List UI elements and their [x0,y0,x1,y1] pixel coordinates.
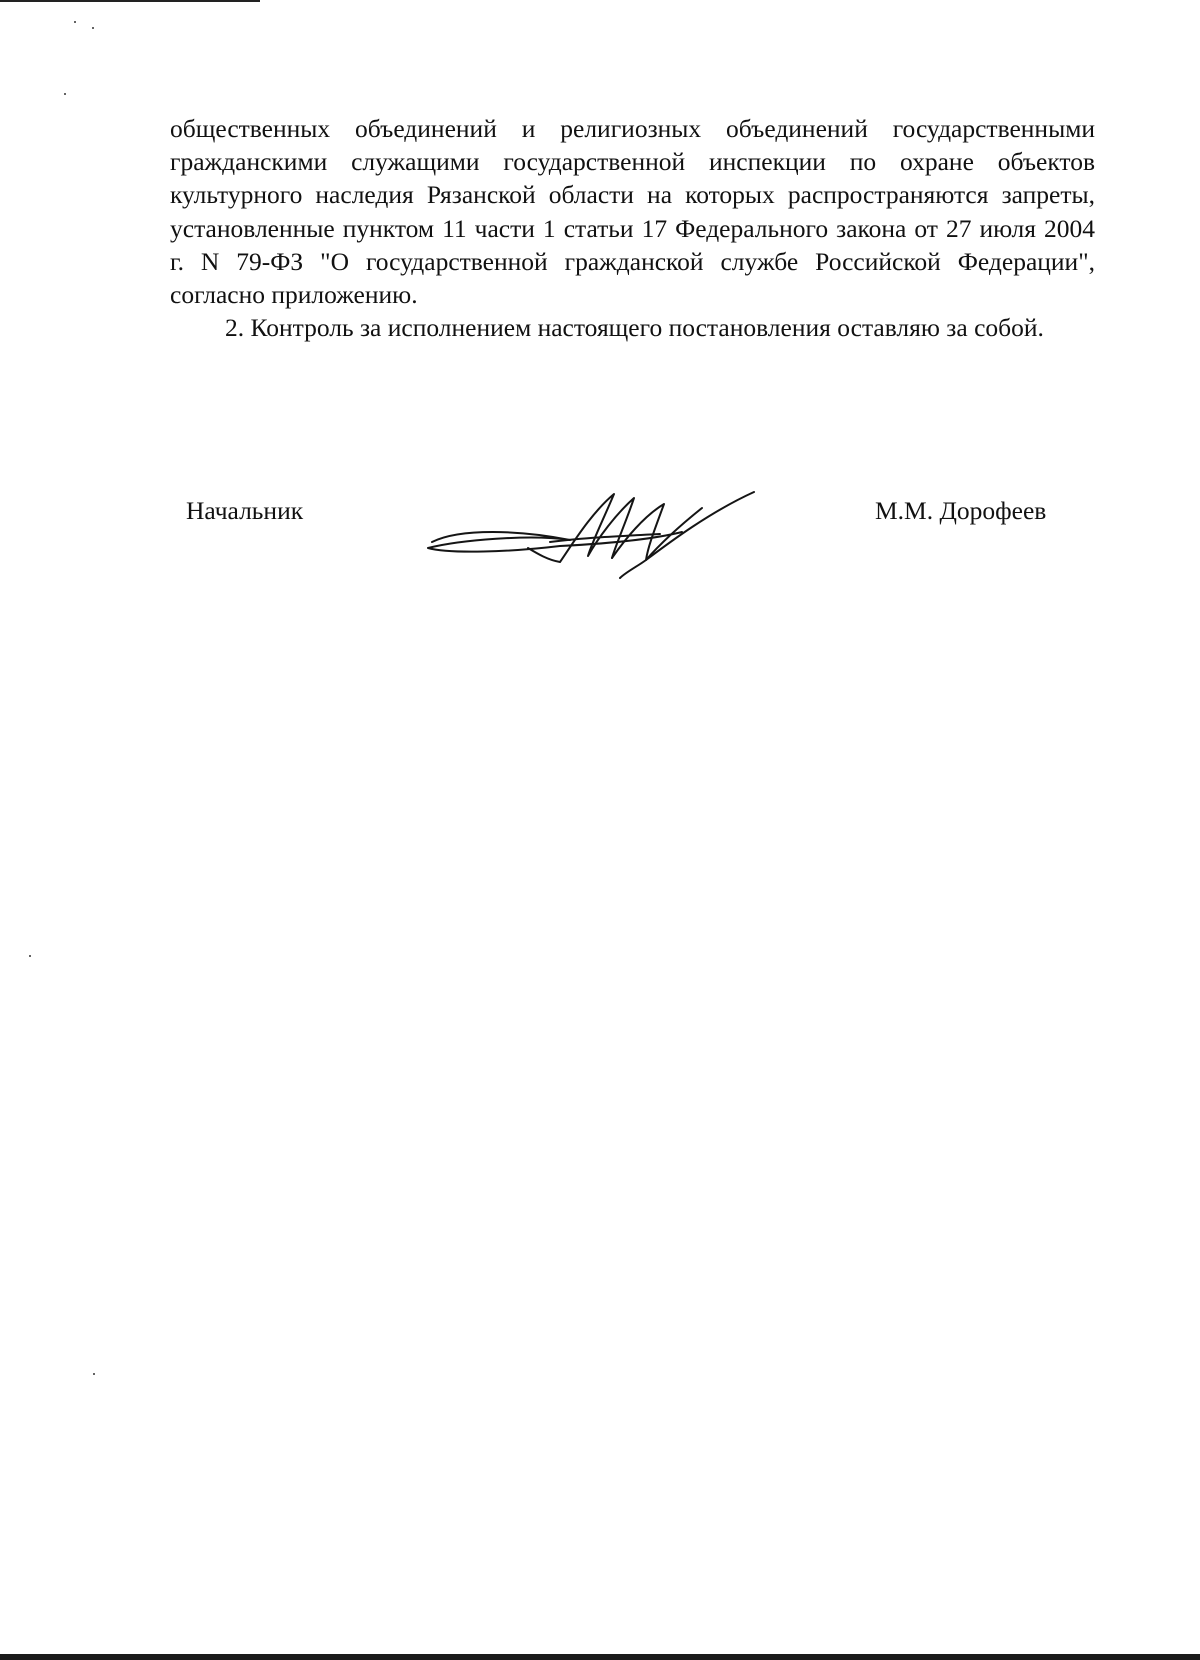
paragraph-1-continued: общественных объединений и религиозных объединений государственными гражданскими служащими государственной инспекции по охране объектов культурного наследия Рязанской области на которых распространяются запреты, установленные пунктом 11 части 1 статьи 17 Федерального закона от 27 июля 2004 г. N 79-ФЗ "О государственной гражданской службе Российской Федерации", согласно приложению. [170,114,1095,310]
scan-speck [64,93,66,95]
scan-speck [92,27,94,29]
signatory-name: М.М. Дорофеев [875,496,1047,525]
scan-speck [74,21,76,23]
scan-edge-bottom [0,1654,1200,1660]
handwritten-signature [420,490,760,580]
scan-speck [29,955,31,957]
scan-edge-top [0,0,260,2]
scan-speck [93,1373,95,1375]
signatory-position: Начальник [186,496,304,525]
document-body [170,112,1095,344]
paragraph-2: 2. Контроль за исполнением настоящего постановления оставляю за собой. [225,313,1044,343]
